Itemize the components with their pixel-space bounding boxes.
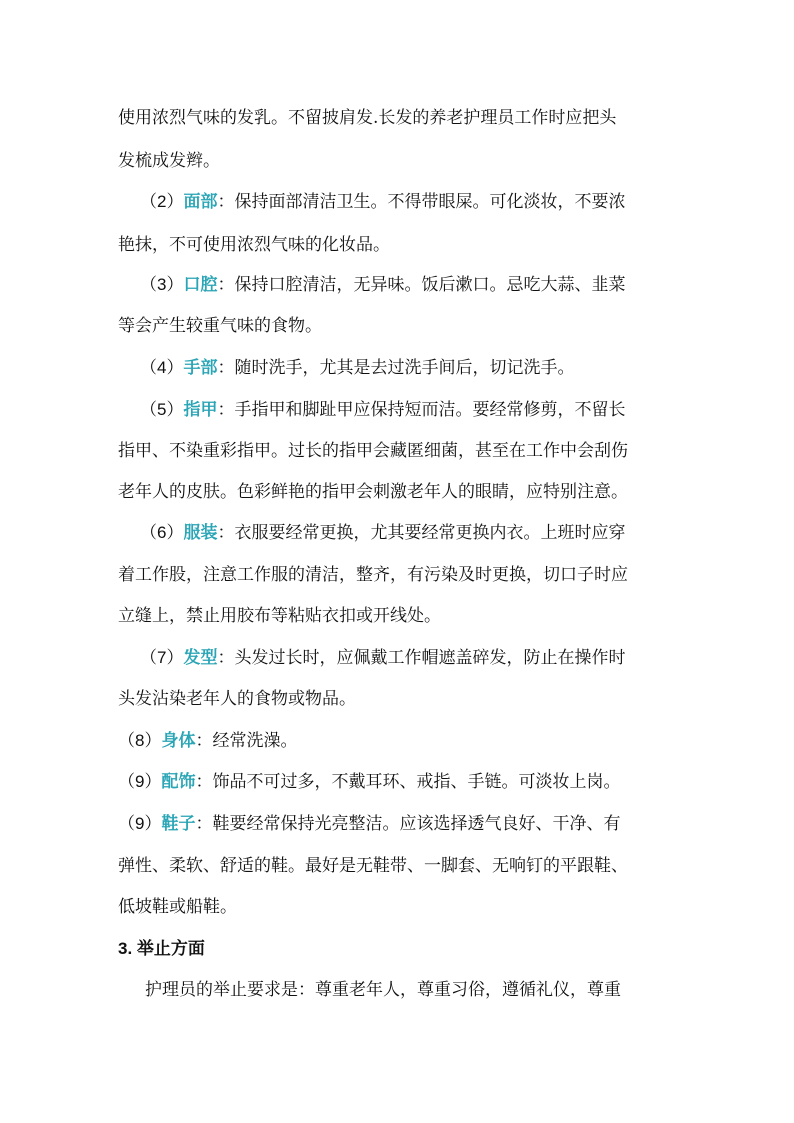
clothing-paragraph-line-1	[140, 521, 680, 545]
keyword-clothing: 服装	[183, 523, 218, 542]
item-number: （9）	[118, 814, 162, 833]
item-number: （2）	[140, 192, 184, 211]
shoes-paragraph-line-1	[118, 812, 678, 836]
section-body-line-1: 护理员的举止要求是：尊重老年人，尊重习俗，遵循礼仪，尊重	[145, 980, 621, 1000]
clothing-paragraph-line-3: 立缝上，禁止用胶布等粘贴衣扣或开线处。	[118, 606, 441, 626]
accessories-paragraph-line-1	[118, 770, 678, 794]
item-text: ：保持口腔清洁，无异味。饭后漱口。忌吃大蒜、韭菜	[217, 275, 626, 295]
item-number: （5）	[140, 400, 184, 419]
body-paragraph-line-1	[118, 729, 678, 753]
item-number: （9）	[118, 772, 162, 791]
item-text: ：手指甲和脚趾甲应保持短而洁。要经常修剪，不留长	[217, 400, 626, 420]
face-paragraph-line-1	[140, 190, 680, 214]
nails-paragraph-line-3: 老年人的皮肤。色彩鲜艳的指甲会刺激老年人的眼睛，应特别注意。	[118, 482, 628, 502]
keyword-shoes: 鞋子	[161, 814, 196, 833]
clothing-paragraph-line-2: 着工作股，注意工作服的清洁，整齐，有污染及时更换，切口子时应	[118, 565, 628, 585]
item-text: ：衣服要经常更换，尤其要经常更换内衣。上班时应穿	[217, 523, 626, 543]
shoes-paragraph-line-2: 弹性、柔软、舒适的鞋。最好是无鞋带、一脚套、无响钉的平跟鞋、	[118, 856, 628, 876]
intro-line-2: 发梳成发辫。	[118, 151, 220, 171]
item-text: ：饰品不可过多，不戴耳环、戒指、手链。可淡妆上岗。	[195, 772, 621, 792]
section-heading: 3. 举止方面	[118, 939, 205, 958]
keyword-accessories: 配饰	[161, 772, 196, 791]
item-number: （7）	[140, 648, 184, 667]
item-text: ：头发过长时，应佩戴工作帽遮盖碎发，防止在操作时	[217, 648, 626, 668]
intro-line-1: 使用浓烈气味的发乳。不留披肩发.长发的养老护理员工作时应把头	[118, 108, 617, 128]
keyword-mouth: 口腔	[183, 275, 218, 294]
face-paragraph-line-2: 艳抹，不可使用浓烈气味的化妆品。	[118, 235, 390, 255]
keyword-hands: 手部	[183, 358, 218, 377]
hands-paragraph-line-1	[140, 356, 680, 380]
keyword-nails: 指甲	[183, 400, 218, 419]
item-number: （3）	[140, 275, 184, 294]
keyword-body: 身体	[161, 731, 196, 750]
nails-paragraph-line-2: 指甲、不染重彩指甲。过长的指甲会藏匿细菌，甚至在工作中会刮伤	[118, 441, 628, 461]
keyword-hairstyle: 发型	[183, 648, 218, 667]
item-number: （8）	[118, 731, 162, 750]
hairstyle-paragraph-line-1	[140, 646, 680, 670]
hairstyle-paragraph-line-2: 头发沾染老年人的食物或物品。	[118, 689, 356, 709]
keyword-face: 面部	[183, 192, 218, 211]
item-number: （4）	[140, 358, 184, 377]
mouth-paragraph-line-1	[140, 273, 680, 297]
shoes-paragraph-line-3: 低坡鞋或船鞋。	[118, 897, 237, 917]
item-text: ：随时洗手，尤其是去过洗手间后，切记洗手。	[217, 358, 575, 378]
item-number: （6）	[140, 523, 184, 542]
item-text: ：经常洗澡。	[195, 731, 298, 751]
nails-paragraph-line-1	[140, 398, 680, 422]
item-text: ：鞋要经常保持光亮整洁。应该选择透气良好、干净、有	[195, 814, 621, 834]
mouth-paragraph-line-2: 等会产生较重气味的食物。	[118, 316, 322, 336]
item-text: ：保持面部清洁卫生。不得带眼屎。可化淡妆，不要浓	[217, 192, 626, 212]
